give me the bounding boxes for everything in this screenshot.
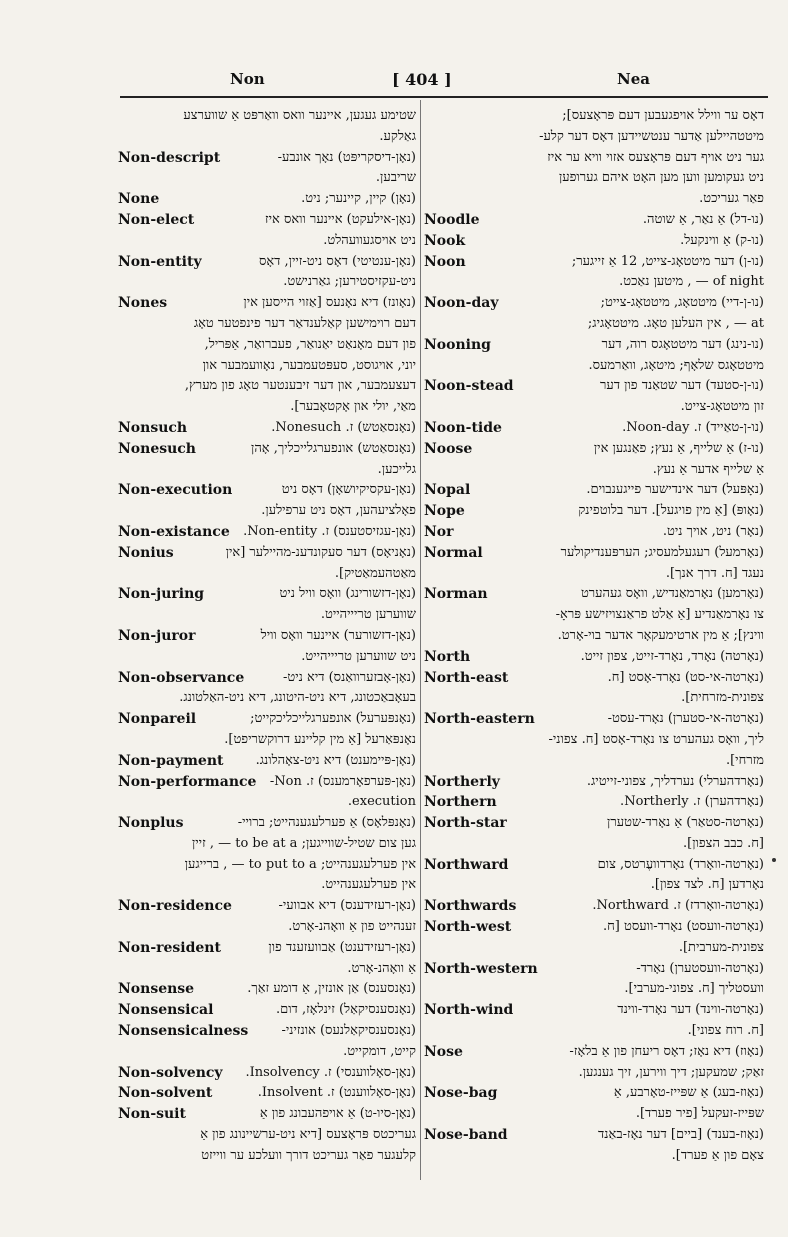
definition-text: (נאָן-רעזידענס) דיא אבוועי-	[278, 898, 416, 914]
headword: Nook	[424, 232, 466, 249]
headword: Non-solvent	[118, 1085, 213, 1102]
headword: North-eastern	[424, 711, 535, 728]
entry-line	[424, 127, 764, 148]
entry-line	[424, 605, 764, 626]
definition-text: (נאָן-אילעקט) איינער וואס איז	[264, 211, 416, 227]
headword: Nopal	[424, 482, 471, 499]
entry-line	[118, 855, 416, 876]
headword: Nones	[118, 295, 168, 312]
definition-text: (נאָן-אָבזערוואַנס) דיא ניט-	[283, 669, 416, 685]
definition-text: (נאָן-עקסיקיושאָן) דאָס ניט	[281, 482, 416, 498]
definition-continuation: אַ שלייף אדער אַ נעץ.	[652, 461, 764, 477]
headword: Nonpareil	[118, 711, 197, 728]
definition-text: (נו-ן-סטעד) דער שטאַנד פון דער	[600, 378, 764, 394]
definition-text: (נאָנסאַטש) ז. Nonesuch.	[271, 419, 416, 435]
entry-line	[424, 1146, 764, 1167]
definition-continuation: צאָם פון אַ פערד].	[671, 1147, 764, 1163]
entry-line	[424, 480, 764, 501]
definition-text: (נאָופּ) [אַ מין פויגעל]. דער בלוטפינק	[578, 503, 764, 519]
entry-line	[118, 1125, 416, 1146]
entry-line	[118, 688, 416, 709]
entry-line	[118, 231, 416, 252]
entry-line	[424, 979, 764, 1000]
definition-text: (נאָפּעל) דער אינדישער פייגענבוים.	[586, 482, 764, 498]
definition-text: (נאָרטה-וואָרד) נאָרדוועֶרטס, צום	[597, 856, 764, 872]
headword: Non-resident	[118, 939, 221, 956]
headword: Nose-bag	[424, 1085, 498, 1102]
entry-line	[424, 168, 764, 189]
entry-line	[424, 688, 764, 709]
definition-continuation: גער ניט אויף דעם פּראָצעס אזוי וויא ער איז	[547, 149, 764, 165]
entry-line	[424, 439, 764, 460]
definition-continuation: of night — , מיטען נאַכט.	[619, 274, 764, 290]
headword: Northern	[424, 794, 497, 811]
entry-line	[118, 522, 416, 543]
entry-line	[424, 709, 764, 730]
definition-continuation: צפונית-מזרחית].	[681, 690, 764, 706]
definition-continuation: פאַר געריכט.	[699, 191, 764, 207]
headword: Non-residence	[118, 898, 232, 915]
entry-line	[424, 1125, 764, 1146]
entry-line	[118, 564, 416, 585]
headword: Noon	[424, 253, 466, 270]
entry-line	[118, 1146, 416, 1167]
entry-line	[424, 751, 764, 772]
definition-text: (נו-נינג) דער מיטטאָגס רוה, דער	[601, 336, 764, 352]
entry-line	[424, 272, 764, 293]
headword: Non-performance	[118, 773, 257, 790]
entry-line	[118, 480, 416, 501]
definition-text: (נאָן-סאָלווענט) ז. Insolvent.	[257, 1085, 416, 1101]
definition-continuation: בעאָבאַכטונג, דיא ניט-היטונג, דיא ניט-האַלטונג.	[179, 690, 416, 706]
definition-text: (נו-ן-טאַייד) ז. Noon-day.	[622, 419, 764, 435]
entry-line	[118, 792, 416, 813]
entry-line	[118, 189, 416, 210]
headword: None	[118, 191, 160, 208]
headword: Nope	[424, 503, 465, 520]
entry-line	[424, 855, 764, 876]
definition-continuation: שטימע געגען, איינער וואס וואַרפּט אַ שווערצע	[183, 108, 416, 123]
headword: Nose	[424, 1043, 463, 1060]
definition-continuation: זענהייט פון אַ וואָהנ-אָרט.	[288, 919, 416, 935]
definition-text: (נו-דל) אַ נאַר, אַ שוטה.	[642, 211, 764, 227]
entry-line	[424, 1042, 764, 1063]
entry-line	[424, 813, 764, 834]
definition-text: (נאָרטה-אי-סט) נאָרד-אָסט [ח.	[607, 669, 764, 685]
headword: Noon-tide	[424, 419, 502, 436]
page-header	[110, 70, 760, 96]
entry-line	[118, 1000, 416, 1021]
entry-line	[424, 834, 764, 855]
headword: Northward	[424, 856, 509, 873]
entry-line	[118, 896, 416, 917]
entry-line	[424, 730, 764, 751]
definition-text: (נו-ז) אַ שלייף, אַ נעץ; פאַנגען אין	[593, 440, 764, 456]
definition-text: (נאָר) ניט, אויך ניט.	[662, 523, 764, 539]
entry-line	[424, 231, 764, 252]
definition-continuation: ניט געקומען ווען מען האָט איהם גערופען	[558, 170, 764, 186]
headword: Non-juring	[118, 586, 205, 603]
headword: Non-execution	[118, 482, 233, 499]
entry-line	[424, 668, 764, 689]
entry-line	[118, 376, 416, 397]
definition-continuation: אין פערלעגענהייט.	[321, 877, 416, 893]
entry-line	[118, 293, 416, 314]
headword: Northerly	[424, 773, 500, 790]
entry-line	[118, 1083, 416, 1104]
definition-text: (נאָרמעל) רעגעלמעסיג; הערפּענדיקולער	[560, 544, 764, 560]
definition-continuation: דאָס ער ווילל אויפגעבען דעם פּראָצעס];	[562, 108, 764, 123]
entry-line	[424, 875, 764, 896]
entry-line	[118, 106, 416, 127]
definition-continuation: פאָלציעהען, דאָס ניט ערפילען.	[261, 503, 416, 519]
definition-text: (נאָניאָס) דער סעקונדענ-מהיילער [אין	[225, 544, 416, 560]
definition-text: (נאָרטה-וועסט) נאָרד-וועסט [ח.	[602, 919, 764, 935]
definition-continuation: מיטטאָגס שלאָף; מיטאָג, וואַרמעס.	[588, 357, 764, 373]
definition-continuation: יוני, אויגוסט, סעפּטעמבער, נאָוועמבער און	[202, 357, 416, 373]
entry-line	[424, 938, 764, 959]
definition-text: (נאָן-פּיימענט) דיא ניט-צאָהלונג.	[255, 752, 416, 768]
headword: Non-elect	[118, 211, 195, 228]
headword: Noose	[424, 440, 473, 457]
entry-line	[118, 148, 416, 169]
entry-line	[118, 709, 416, 730]
definition-continuation: ווינץ]; אַ מין ארטימעקאָר אדער בוי-אָרט.	[557, 627, 764, 643]
entry-line	[118, 1021, 416, 1042]
definition-text: (נאָונז) דיא נאָנעס [אַזוי הייסען אין	[243, 295, 416, 311]
entry-line	[118, 335, 416, 356]
headword: North-wind	[424, 1002, 514, 1019]
entry-line	[424, 584, 764, 605]
entry-line	[118, 439, 416, 460]
definition-text: (נאָן) קיין, קיינער; ניט.	[301, 191, 416, 207]
headword: Nose-band	[424, 1127, 508, 1144]
definition-continuation: דעם רוימישען קאַלענדאַר דער פינפטער טאָג	[193, 315, 416, 331]
definition-continuation: שפּייז-זעקעל [פיר פערד].	[635, 1106, 764, 1122]
entry-line	[424, 1104, 764, 1125]
entry-line	[118, 1063, 416, 1084]
definition-text: (נאָן-פּערפאָרמענס) ז. Non-	[269, 773, 416, 789]
definition-continuation: אין פערלעגענהייט; to put to a — , ברייגען	[184, 856, 416, 872]
entry-line	[424, 1021, 764, 1042]
definition-text: (נאָרמען) נאָרמאַנדיש, וואָס געהערט	[580, 586, 764, 602]
headword: Non-observance	[118, 669, 245, 686]
headword: Noon-stead	[424, 378, 514, 395]
entry-line	[424, 896, 764, 917]
definition-text: (נאָוז-בעג) אַ שפּייז-טאָרבע, אַ	[613, 1085, 764, 1101]
headword: Nonsensicalness	[118, 1023, 249, 1040]
definition-continuation: וועסטליך [ח. צפוני-מערבי].	[624, 981, 764, 997]
headword: Norman	[424, 586, 488, 603]
headword: Non-juror	[118, 627, 196, 644]
header-rule	[120, 96, 768, 98]
entry-line	[424, 148, 764, 169]
entry-line	[424, 772, 764, 793]
entry-line	[424, 418, 764, 439]
entry-line	[424, 210, 764, 231]
left-column	[118, 106, 416, 1167]
entry-line	[424, 647, 764, 668]
definition-text: (נאָרטה-וועסטערן) נאָרד-	[636, 960, 764, 976]
definition-text: (נאָן-דזשורינג) וואָס וויל ניט	[279, 586, 416, 602]
entry-line	[424, 335, 764, 356]
headword: Nonsensical	[118, 1002, 214, 1019]
headword: Non-solvency	[118, 1064, 223, 1081]
definition-text: (נאָנסענסיקאַל) זינלאָז, דום.	[275, 1002, 416, 1018]
headword: Non-suit	[118, 1106, 186, 1123]
entry-line	[424, 460, 764, 481]
entry-line	[118, 418, 416, 439]
entry-line	[424, 501, 764, 522]
definition-text: (נאָן-עגזיסטענס) ז. Non-entity.	[243, 523, 416, 539]
definition-text: (נאָרטה-אי-סטערן) נאָרד-עסט-	[607, 711, 764, 727]
headword: Non-entity	[118, 253, 202, 270]
definition-text: (נאָרדהערלי) נערדליך, צפוני-זייטיג.	[586, 773, 764, 789]
entry-line	[118, 168, 416, 189]
entry-line	[118, 210, 416, 231]
definition-continuation: גאַלקע.	[379, 128, 416, 144]
definition-continuation: מאַטהעמאַטיק].	[334, 565, 416, 581]
definition-continuation: צפונית-מערבית].	[678, 939, 764, 955]
entry-line	[424, 1000, 764, 1021]
entry-line	[424, 1063, 764, 1084]
definition-continuation: זון מיטטאָג-צייט.	[680, 399, 764, 415]
entry-line	[118, 272, 416, 293]
definition-text: (נאָן-סיו-ט) אַ אויפהעבונג פון אַ	[259, 1106, 416, 1122]
definition-text: (נאָנסאַטש) אונפערגלייכליך, אָהן	[251, 440, 416, 456]
definition-continuation: execution.	[347, 794, 416, 810]
definition-continuation: [ח. כבב הצפון].	[683, 835, 764, 851]
definition-continuation: מזרחי].	[725, 752, 764, 768]
definition-text: (נאָוז) דיא נאָז; דאָס ריעחן פון אַ בלאָז-	[569, 1043, 764, 1059]
definition-continuation: גלייכען.	[377, 461, 416, 477]
definition-text: (נאָנסענסיקאַלנעס) אונזיני-	[281, 1023, 416, 1039]
entry-line	[424, 376, 764, 397]
definition-continuation: נאָנפּאַרעל [אַ מין קליינע דרוקשריפט].	[224, 731, 416, 747]
entry-line	[118, 397, 416, 418]
entry-line	[118, 356, 416, 377]
entry-line	[118, 938, 416, 959]
entry-line	[118, 314, 416, 335]
header-right-guide-word: Nea	[617, 70, 650, 88]
headword: Normal	[424, 544, 483, 561]
header-left-guide-word: Non	[230, 70, 265, 88]
entry-line	[118, 979, 416, 1000]
headword: North-east	[424, 669, 509, 686]
entry-line	[118, 460, 416, 481]
entry-line	[424, 917, 764, 938]
definition-continuation: קייט, דומקייט.	[343, 1043, 416, 1059]
entry-line	[118, 751, 416, 772]
definition-continuation: ניט אויסגעוועהלט.	[323, 232, 416, 248]
definition-text: (נאָן-ענטיטי) דאָס ניט-זיין, דאָס	[258, 253, 416, 269]
definition-text: (נאָן-דזשורער) איינער וואָס וויל	[260, 627, 416, 643]
definition-continuation: at — , אין העלען טאָג. מיטטאָגיג;	[587, 315, 764, 331]
definition-text: (נו-ק) אַ ווינקעל.	[680, 232, 764, 248]
definition-continuation: אַ וואָהנ-אָרט.	[347, 960, 416, 976]
headword: Nooning	[424, 336, 491, 353]
definition-continuation: שריבען.	[375, 170, 416, 186]
page-number: [ 404 ]	[392, 70, 452, 89]
entry-line	[424, 356, 764, 377]
entry-line	[118, 584, 416, 605]
definition-continuation: זאַק; שמעקען; דיך ווירען, זיך גענגען.	[578, 1064, 764, 1080]
definition-text: (נאָן-סאָלווענסי) ז. Insolvency.	[245, 1064, 416, 1080]
definition-text: (נאָרטה) נאָרד, נאָרד-זייט, צפון זייט.	[580, 648, 764, 664]
entry-line	[118, 813, 416, 834]
entry-line	[424, 189, 764, 210]
definition-continuation: מיטטהיילען אַדער ענטשיידען דאָס דער קלע-	[539, 128, 764, 144]
headword: Non-descript	[118, 149, 221, 166]
definition-text: (נאָנסענס) אַן אונזין, אַ דומע זאַך.	[247, 981, 416, 997]
definition-continuation: דעצעמבער, און דער זיבענטער טאָג פון מערץ,	[184, 378, 416, 394]
right-column	[424, 106, 764, 1167]
entry-line	[118, 730, 416, 751]
definition-continuation: ניט-עקזיסטירען; גאַרנישט.	[283, 274, 416, 290]
entry-line	[424, 252, 764, 273]
headword: Noon-day	[424, 295, 499, 312]
headword: Non-payment	[118, 752, 224, 769]
definition-text: (נאָוז-בענד) [ביים] דער נאָז-באַנד	[598, 1127, 764, 1143]
headword: North-star	[424, 815, 507, 832]
definition-continuation: נעגד [ח. דרך אנך].	[665, 565, 764, 581]
definition-text: (נאָרטה-וואָרדז) ז. Northward.	[592, 898, 764, 914]
entry-line	[118, 252, 416, 273]
definition-continuation: ליך, וואָס געהערט צו נאָרד-אָסט [ח. צפוני-	[548, 731, 764, 747]
headword: North-west	[424, 919, 512, 936]
entry-line	[118, 1104, 416, 1125]
definition-text: (נו-ן) דער מיטטאָג-צייט, 12 אַ זייגער;	[571, 253, 764, 269]
definition-continuation: [ח. רוח צפוני].	[687, 1023, 764, 1039]
entry-line	[424, 522, 764, 543]
entry-line	[424, 564, 764, 585]
entry-line	[424, 1083, 764, 1104]
definition-text: (נאָן-דיסקריפּט) נאָך אונבע-	[277, 149, 416, 165]
entry-line	[118, 1042, 416, 1063]
entry-line	[118, 875, 416, 896]
headword: Nor	[424, 523, 454, 540]
headword: Nonplus	[118, 815, 184, 832]
headword: North	[424, 648, 471, 665]
entry-line	[118, 647, 416, 668]
entry-line	[118, 605, 416, 626]
definition-text: (נו-ן-דיי) מיטטאָג, מיטטאָג-צייט;	[600, 295, 764, 311]
headword: Noodle	[424, 211, 480, 228]
headword: North-western	[424, 960, 538, 977]
entry-line	[118, 668, 416, 689]
entry-line	[118, 127, 416, 148]
definition-continuation: געריכטס פּראָצעס [דיא ניט-ערשיינונג פון אַ	[200, 1127, 416, 1143]
definition-text: (נאָרטה-סטאַר) אַ נאָרד-שטערן	[607, 815, 764, 831]
definition-continuation: נאָרדען [ח. לצד צפון].	[650, 877, 764, 893]
entry-line	[424, 397, 764, 418]
definition-text: (נאָרטה-ווינד) דער נאָרד-ווינד	[617, 1002, 764, 1018]
headword: Nonius	[118, 544, 174, 561]
entry-line	[118, 543, 416, 564]
headword: Northwards	[424, 898, 517, 915]
definition-text: (נאָן-רעזידענט) אַבוועזענד פון	[268, 939, 416, 955]
definition-continuation: שווערען טריייהייט.	[320, 607, 416, 623]
entry-line	[118, 626, 416, 647]
entry-line	[424, 626, 764, 647]
entry-line	[118, 917, 416, 938]
definition-continuation: גען צום שטיל-שווייגען; to be at a — , זיין	[191, 835, 416, 851]
headword: Nonesuch	[118, 440, 196, 457]
entry-line	[118, 772, 416, 793]
definition-continuation: ניט שווערען טריייהייט.	[301, 648, 416, 664]
entry-line	[424, 543, 764, 564]
entry-line	[424, 792, 764, 813]
definition-text: (נאָנפּלאָס) אַ פערלעגענהייט; ברויי-	[237, 815, 416, 831]
column-divider	[420, 100, 421, 1180]
entry-line	[424, 314, 764, 335]
entry-line	[118, 834, 416, 855]
definition-continuation: פון דעם מאָנאַט יאַנואַר, פעברואַר, אַפּריל,	[204, 336, 416, 352]
headword: Nonsuch	[118, 419, 188, 436]
definition-text: (נאָנפּערעל) אונפערגלייכליכקייט;	[250, 711, 416, 727]
definition-continuation: קלעגער פאַר געריכט דורך וועלכע ער ווייזט	[201, 1147, 416, 1163]
definition-continuation: מאַי, יולי און אָקטאָבער].	[290, 399, 416, 415]
entry-line	[118, 501, 416, 522]
definition-text: (נאָרדהערן) ז. Northerly.	[620, 794, 764, 810]
headword: Non-existance	[118, 523, 230, 540]
headword: Nonsense	[118, 981, 195, 998]
entry-line	[424, 959, 764, 980]
margin-mark	[772, 858, 776, 862]
entry-line	[424, 293, 764, 314]
definition-continuation: צו נאָרמאַנדיע [אַ אַלט פראַנצויזישע פּראָ-	[555, 607, 764, 623]
entry-line	[424, 106, 764, 127]
entry-line	[118, 959, 416, 980]
